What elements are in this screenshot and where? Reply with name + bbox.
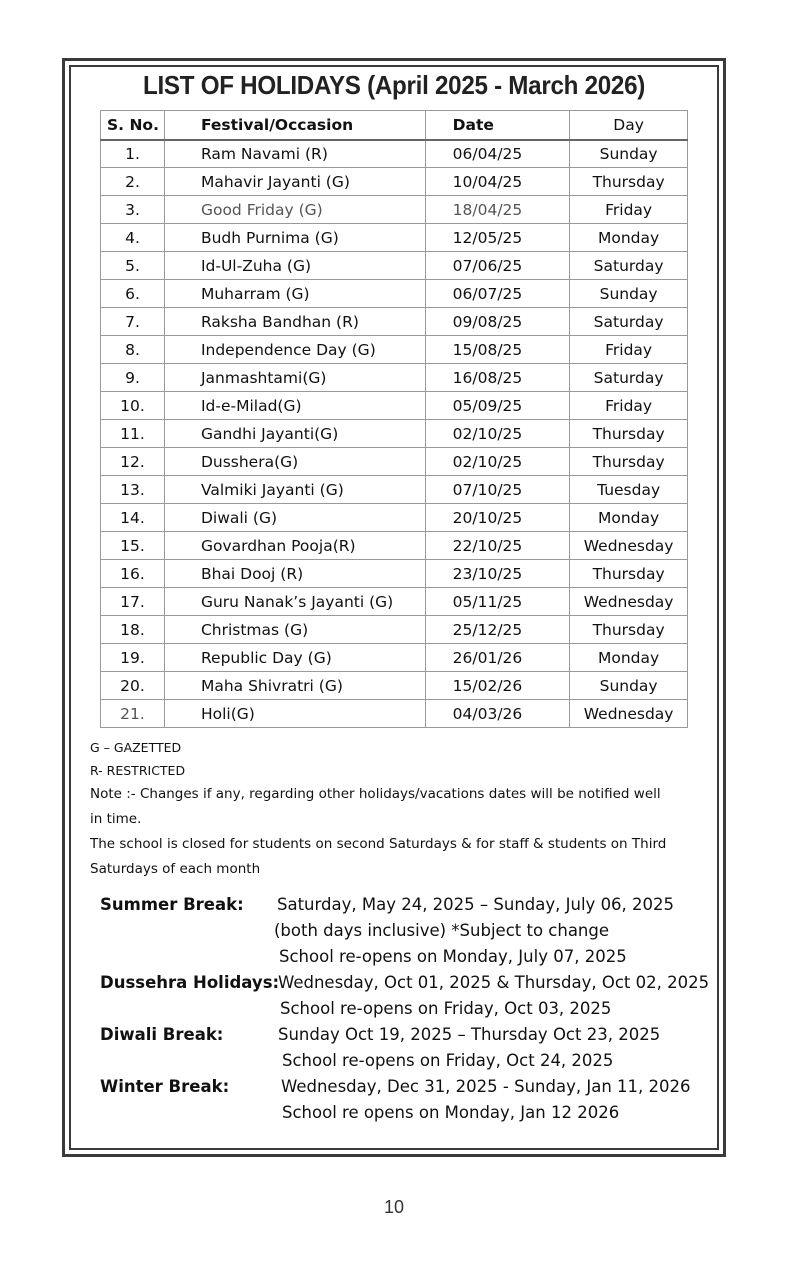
table-header-row [101, 111, 688, 140]
table-row [101, 616, 688, 644]
cell-sno: 2. [101, 168, 165, 196]
cell-date: 02/10/25 [425, 420, 570, 448]
cell-festival: Govardhan Pooja(R) [164, 532, 425, 560]
cell-sno: 21. [101, 700, 165, 728]
cell-festival: Good Friday (G) [164, 196, 425, 224]
table-row [101, 168, 688, 196]
table-row [101, 672, 688, 700]
cell-day: Sunday [570, 280, 688, 308]
cell-date: 06/07/25 [425, 280, 570, 308]
winter-break-row [100, 1077, 710, 1103]
cell-sno: 17. [101, 588, 165, 616]
cell-festival: Guru Nanak’s Jayanti (G) [164, 588, 425, 616]
table-row [101, 588, 688, 616]
table-row [101, 280, 688, 308]
cell-festival: Holi(G) [164, 700, 425, 728]
cell-sno: 13. [101, 476, 165, 504]
summer-break-reopen: School re-opens on Monday, July 07, 2025 [279, 947, 627, 966]
cell-date: 05/11/25 [425, 588, 570, 616]
cell-sno: 19. [101, 644, 165, 672]
dussehra-break-row [100, 973, 710, 999]
cell-sno: 10. [101, 392, 165, 420]
dussehra-break-label: Dussehra Holidays: [100, 973, 280, 992]
cell-day: Thursday [570, 448, 688, 476]
cell-day: Wednesday [570, 700, 688, 728]
cell-festival: Muharram (G) [164, 280, 425, 308]
cell-day: Friday [570, 336, 688, 364]
cell-date: 16/08/25 [425, 364, 570, 392]
summer-break-row-2 [100, 921, 710, 947]
cell-festival: Maha Shivratri (G) [164, 672, 425, 700]
cell-date: 07/06/25 [425, 252, 570, 280]
cell-day: Wednesday [570, 588, 688, 616]
cell-date: 25/12/25 [425, 616, 570, 644]
cell-sno: 4. [101, 224, 165, 252]
diwali-break-dates: Sunday Oct 19, 2025 – Thursday Oct 23, 2025 [278, 1025, 661, 1044]
notes-section [90, 736, 710, 882]
summer-break-row-3 [100, 947, 710, 973]
holiday-table [100, 110, 688, 728]
table-row [101, 644, 688, 672]
cell-sno: 14. [101, 504, 165, 532]
cell-day: Tuesday [570, 476, 688, 504]
cell-sno: 6. [101, 280, 165, 308]
table-row [101, 476, 688, 504]
table-row [101, 252, 688, 280]
cell-date: 22/10/25 [425, 532, 570, 560]
cell-day: Thursday [570, 168, 688, 196]
cell-day: Thursday [570, 616, 688, 644]
dussehra-break-reopen: School re-opens on Friday, Oct 03, 2025 [280, 999, 612, 1018]
cell-sno: 15. [101, 532, 165, 560]
table-row [101, 420, 688, 448]
header-date: Date [425, 111, 570, 140]
cell-date: 15/02/26 [425, 672, 570, 700]
cell-date: 15/08/25 [425, 336, 570, 364]
summer-break-dates: Saturday, May 24, 2025 – Sunday, July 06, 2025 [277, 895, 675, 914]
page-title: LIST OF HOLIDAYS (April 2025 - March 2026) [142, 70, 646, 100]
cell-day: Monday [570, 224, 688, 252]
cell-date: 04/03/26 [425, 700, 570, 728]
cell-date: 06/04/25 [425, 140, 570, 168]
dussehra-break-row-2 [100, 999, 710, 1025]
cell-festival: Independence Day (G) [164, 336, 425, 364]
cell-day: Friday [570, 392, 688, 420]
summer-break-label: Summer Break: [100, 895, 244, 914]
cell-date: 07/10/25 [425, 476, 570, 504]
cell-sno: 8. [101, 336, 165, 364]
cell-sno: 18. [101, 616, 165, 644]
cell-date: 23/10/25 [425, 560, 570, 588]
cell-date: 09/08/25 [425, 308, 570, 336]
cell-festival: Janmashtami(G) [164, 364, 425, 392]
diwali-break-label: Diwali Break: [100, 1025, 224, 1044]
table-row [101, 336, 688, 364]
note-changes-line1: Note :- Changes if any, regarding other holidays/vacations dates will be notified well [90, 786, 661, 802]
table-row [101, 448, 688, 476]
cell-day: Saturday [570, 252, 688, 280]
cell-day: Monday [570, 644, 688, 672]
cell-sno: 5. [101, 252, 165, 280]
cell-day: Thursday [570, 420, 688, 448]
cell-sno: 12. [101, 448, 165, 476]
table-row [101, 560, 688, 588]
cell-sno: 9. [101, 364, 165, 392]
header-day: Day [570, 111, 688, 140]
header-festival: Festival/Occasion [164, 111, 425, 140]
cell-day: Saturday [570, 364, 688, 392]
cell-festival: Raksha Bandhan (R) [164, 308, 425, 336]
winter-break-dates: Wednesday, Dec 31, 2025 - Sunday, Jan 11, 2026 [281, 1077, 691, 1096]
cell-day: Sunday [570, 672, 688, 700]
table-row [101, 140, 688, 168]
table-row [101, 532, 688, 560]
table-row [101, 224, 688, 252]
note-closure-line1: The school is closed for students on second Saturdays & for staff & students on Third [90, 836, 667, 852]
cell-date: 20/10/25 [425, 504, 570, 532]
diwali-break-row [100, 1025, 710, 1051]
note-changes-line2: in time. [90, 811, 142, 827]
page-number: 10 [383, 1197, 405, 1217]
cell-festival: Republic Day (G) [164, 644, 425, 672]
cell-date: 26/01/26 [425, 644, 570, 672]
table-row [101, 504, 688, 532]
winter-break-label: Winter Break: [100, 1077, 230, 1096]
cell-festival: Gandhi Jayanti(G) [164, 420, 425, 448]
table-row [101, 364, 688, 392]
cell-day: Wednesday [570, 532, 688, 560]
cell-day: Saturday [570, 308, 688, 336]
cell-date: 18/04/25 [425, 196, 570, 224]
cell-festival: Diwali (G) [164, 504, 425, 532]
header-sno: S. No. [101, 111, 165, 140]
cell-day: Thursday [570, 560, 688, 588]
dussehra-break-dates: Wednesday, Oct 01, 2025 & Thursday, Oct 02, 2025 [278, 973, 710, 992]
cell-day: Monday [570, 504, 688, 532]
cell-day: Sunday [570, 140, 688, 168]
table-row [101, 392, 688, 420]
diwali-break-row-2 [100, 1051, 710, 1077]
cell-sno: 20. [101, 672, 165, 700]
cell-date: 02/10/25 [425, 448, 570, 476]
table-row [101, 196, 688, 224]
diwali-break-reopen: School re-opens on Friday, Oct 24, 2025 [282, 1051, 614, 1070]
breaks-section [100, 895, 710, 1129]
cell-date: 05/09/25 [425, 392, 570, 420]
winter-break-row-2 [100, 1103, 710, 1129]
summer-break-note: (both days inclusive) *Subject to change [274, 921, 610, 940]
cell-festival: Ram Navami (R) [164, 140, 425, 168]
cell-sno: 1. [101, 140, 165, 168]
cell-sno: 7. [101, 308, 165, 336]
cell-sno: 3. [101, 196, 165, 224]
cell-festival: Id-Ul-Zuha (G) [164, 252, 425, 280]
cell-festival: Dusshera(G) [164, 448, 425, 476]
legend-restricted: R- RESTRICTED [90, 763, 186, 778]
cell-sno: 16. [101, 560, 165, 588]
cell-festival: Christmas (G) [164, 616, 425, 644]
cell-festival: Valmiki Jayanti (G) [164, 476, 425, 504]
table-row [101, 308, 688, 336]
cell-date: 12/05/25 [425, 224, 570, 252]
winter-break-reopen: School re opens on Monday, Jan 12 2026 [282, 1103, 620, 1122]
holiday-table-body [101, 140, 688, 728]
cell-festival: Mahavir Jayanti (G) [164, 168, 425, 196]
note-closure-line2: Saturdays of each month [90, 861, 261, 877]
cell-festival: Bhai Dooj (R) [164, 560, 425, 588]
cell-festival: Id-e-Milad(G) [164, 392, 425, 420]
cell-festival: Budh Purnima (G) [164, 224, 425, 252]
legend-gazetted: G – GAZETTED [90, 740, 182, 755]
table-row [101, 700, 688, 728]
summer-break-row [100, 895, 710, 921]
cell-date: 10/04/25 [425, 168, 570, 196]
cell-sno: 11. [101, 420, 165, 448]
cell-day: Friday [570, 196, 688, 224]
